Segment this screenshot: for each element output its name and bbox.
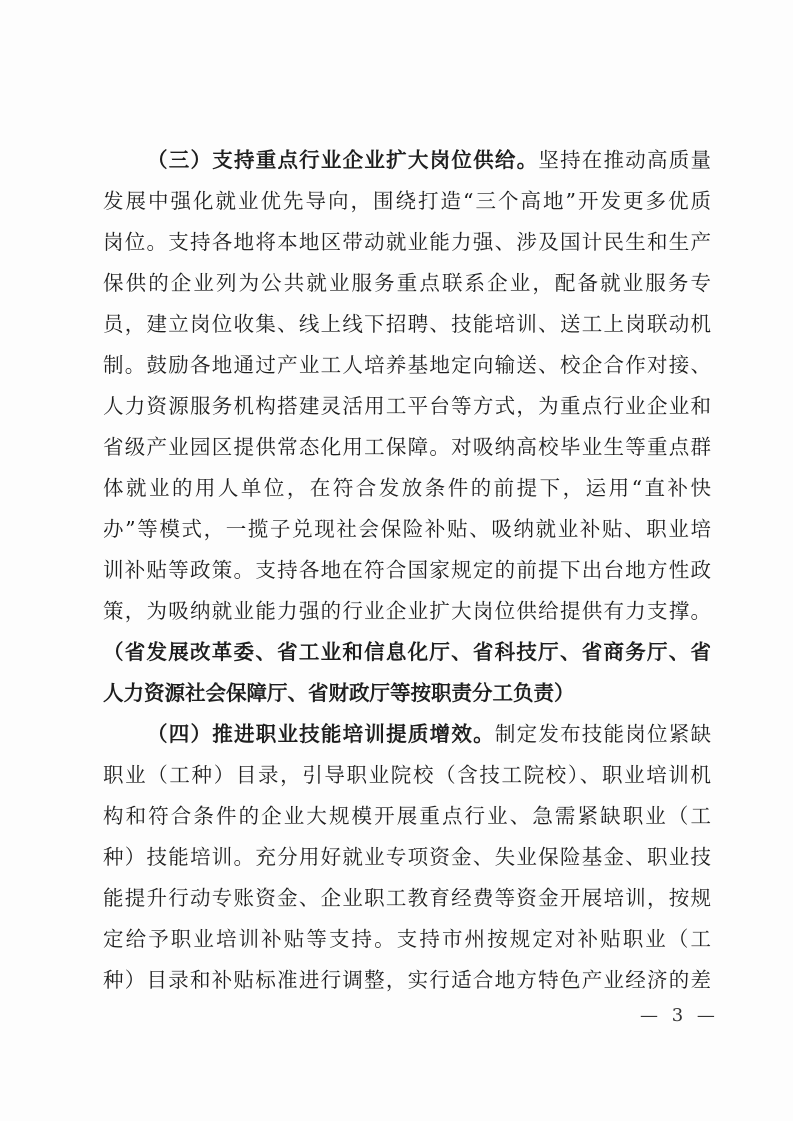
text-line [103,348,711,389]
body-text: 构和符合条件的企业大规模开展重点行业、急需紧缺职业（工 [103,804,711,828]
bold-text: （省发展改革委、省工业和信息化厅、省科技厅、省商务厅、省 [103,640,711,664]
text-line [103,881,711,922]
text-line [103,840,711,881]
body-text: 职业（工种）目录，引导职业院校（含技工院校）、职业培训机 [103,763,711,787]
text-line [103,430,711,471]
text-line [103,717,711,758]
body-text: 岗位。支持各地将本地区带动就业能力强、涉及国计民生和生产 [103,230,711,254]
body-text: 省级产业园区提供常态化用工保障。对吸纳高校毕业生等重点群 [103,435,711,459]
body-text: 发展中强化就业优先导向，围绕打造“三个高地”开发更多优质 [103,189,711,213]
text-line [103,922,711,963]
body-text: 种）技能培训。充分用好就业专项资金、失业保险基金、职业技 [103,845,711,869]
body-text: 种）目录和补贴标准进行调整，实行适合地方特色产业经济的差 [103,968,711,992]
text-line [103,758,711,799]
body-text: 保供的企业列为公共就业服务重点联系企业，配备就业服务专 [103,271,711,295]
bold-text: 人力资源社会保障厅、省财政厅等按职责分工负责） [103,681,575,705]
body-text: 定给予职业培训补贴等支持。支持市州按规定对补贴职业（工 [103,927,711,951]
text-line [103,553,711,594]
text-line [103,307,711,348]
body-text: 训补贴等政策。支持各地在符合国家规定的前提下出台地方性政 [103,558,711,582]
body-text: 办”等模式，一揽子兑现社会保险补贴、吸纳就业补贴、职业培 [103,517,711,541]
document-body [103,143,711,1004]
body-text: 制。鼓励各地通过产业工人培养基地定向输送、校企合作对接、 [103,353,711,377]
text-line [103,799,711,840]
bold-text: （四）推进职业技能培训提质增效。 [147,722,495,746]
body-text: 策，为吸纳就业能力强的行业企业扩大岗位供给提供有力支撑。 [103,599,711,623]
text-line [103,594,711,635]
text-line [103,963,711,1004]
text-line [103,635,711,676]
text-line [103,389,711,430]
bold-text: （三）支持重点行业企业扩大岗位供给。 [147,148,539,172]
page-number: — 3 — [640,1005,719,1026]
body-text: 员，建立岗位收集、线上线下招聘、技能培训、送工上岗联动机 [103,312,711,336]
text-line [103,512,711,553]
text-line [103,225,711,266]
text-line [103,143,711,184]
body-text: 坚持在推动高质量 [538,148,712,172]
body-text: 制定发布技能岗位紧缺 [494,722,712,746]
text-line [103,471,711,512]
body-text: 人力资源服务机构搭建灵活用工平台等方式，为重点行业企业和 [103,394,711,418]
body-text: 能提升行动专账资金、企业职工教育经费等资金开展培训，按规 [103,886,711,910]
text-line [103,676,711,717]
body-text: 体就业的用人单位，在符合发放条件的前提下，运用“直补快 [103,476,711,500]
text-line [103,184,711,225]
text-line [103,266,711,307]
